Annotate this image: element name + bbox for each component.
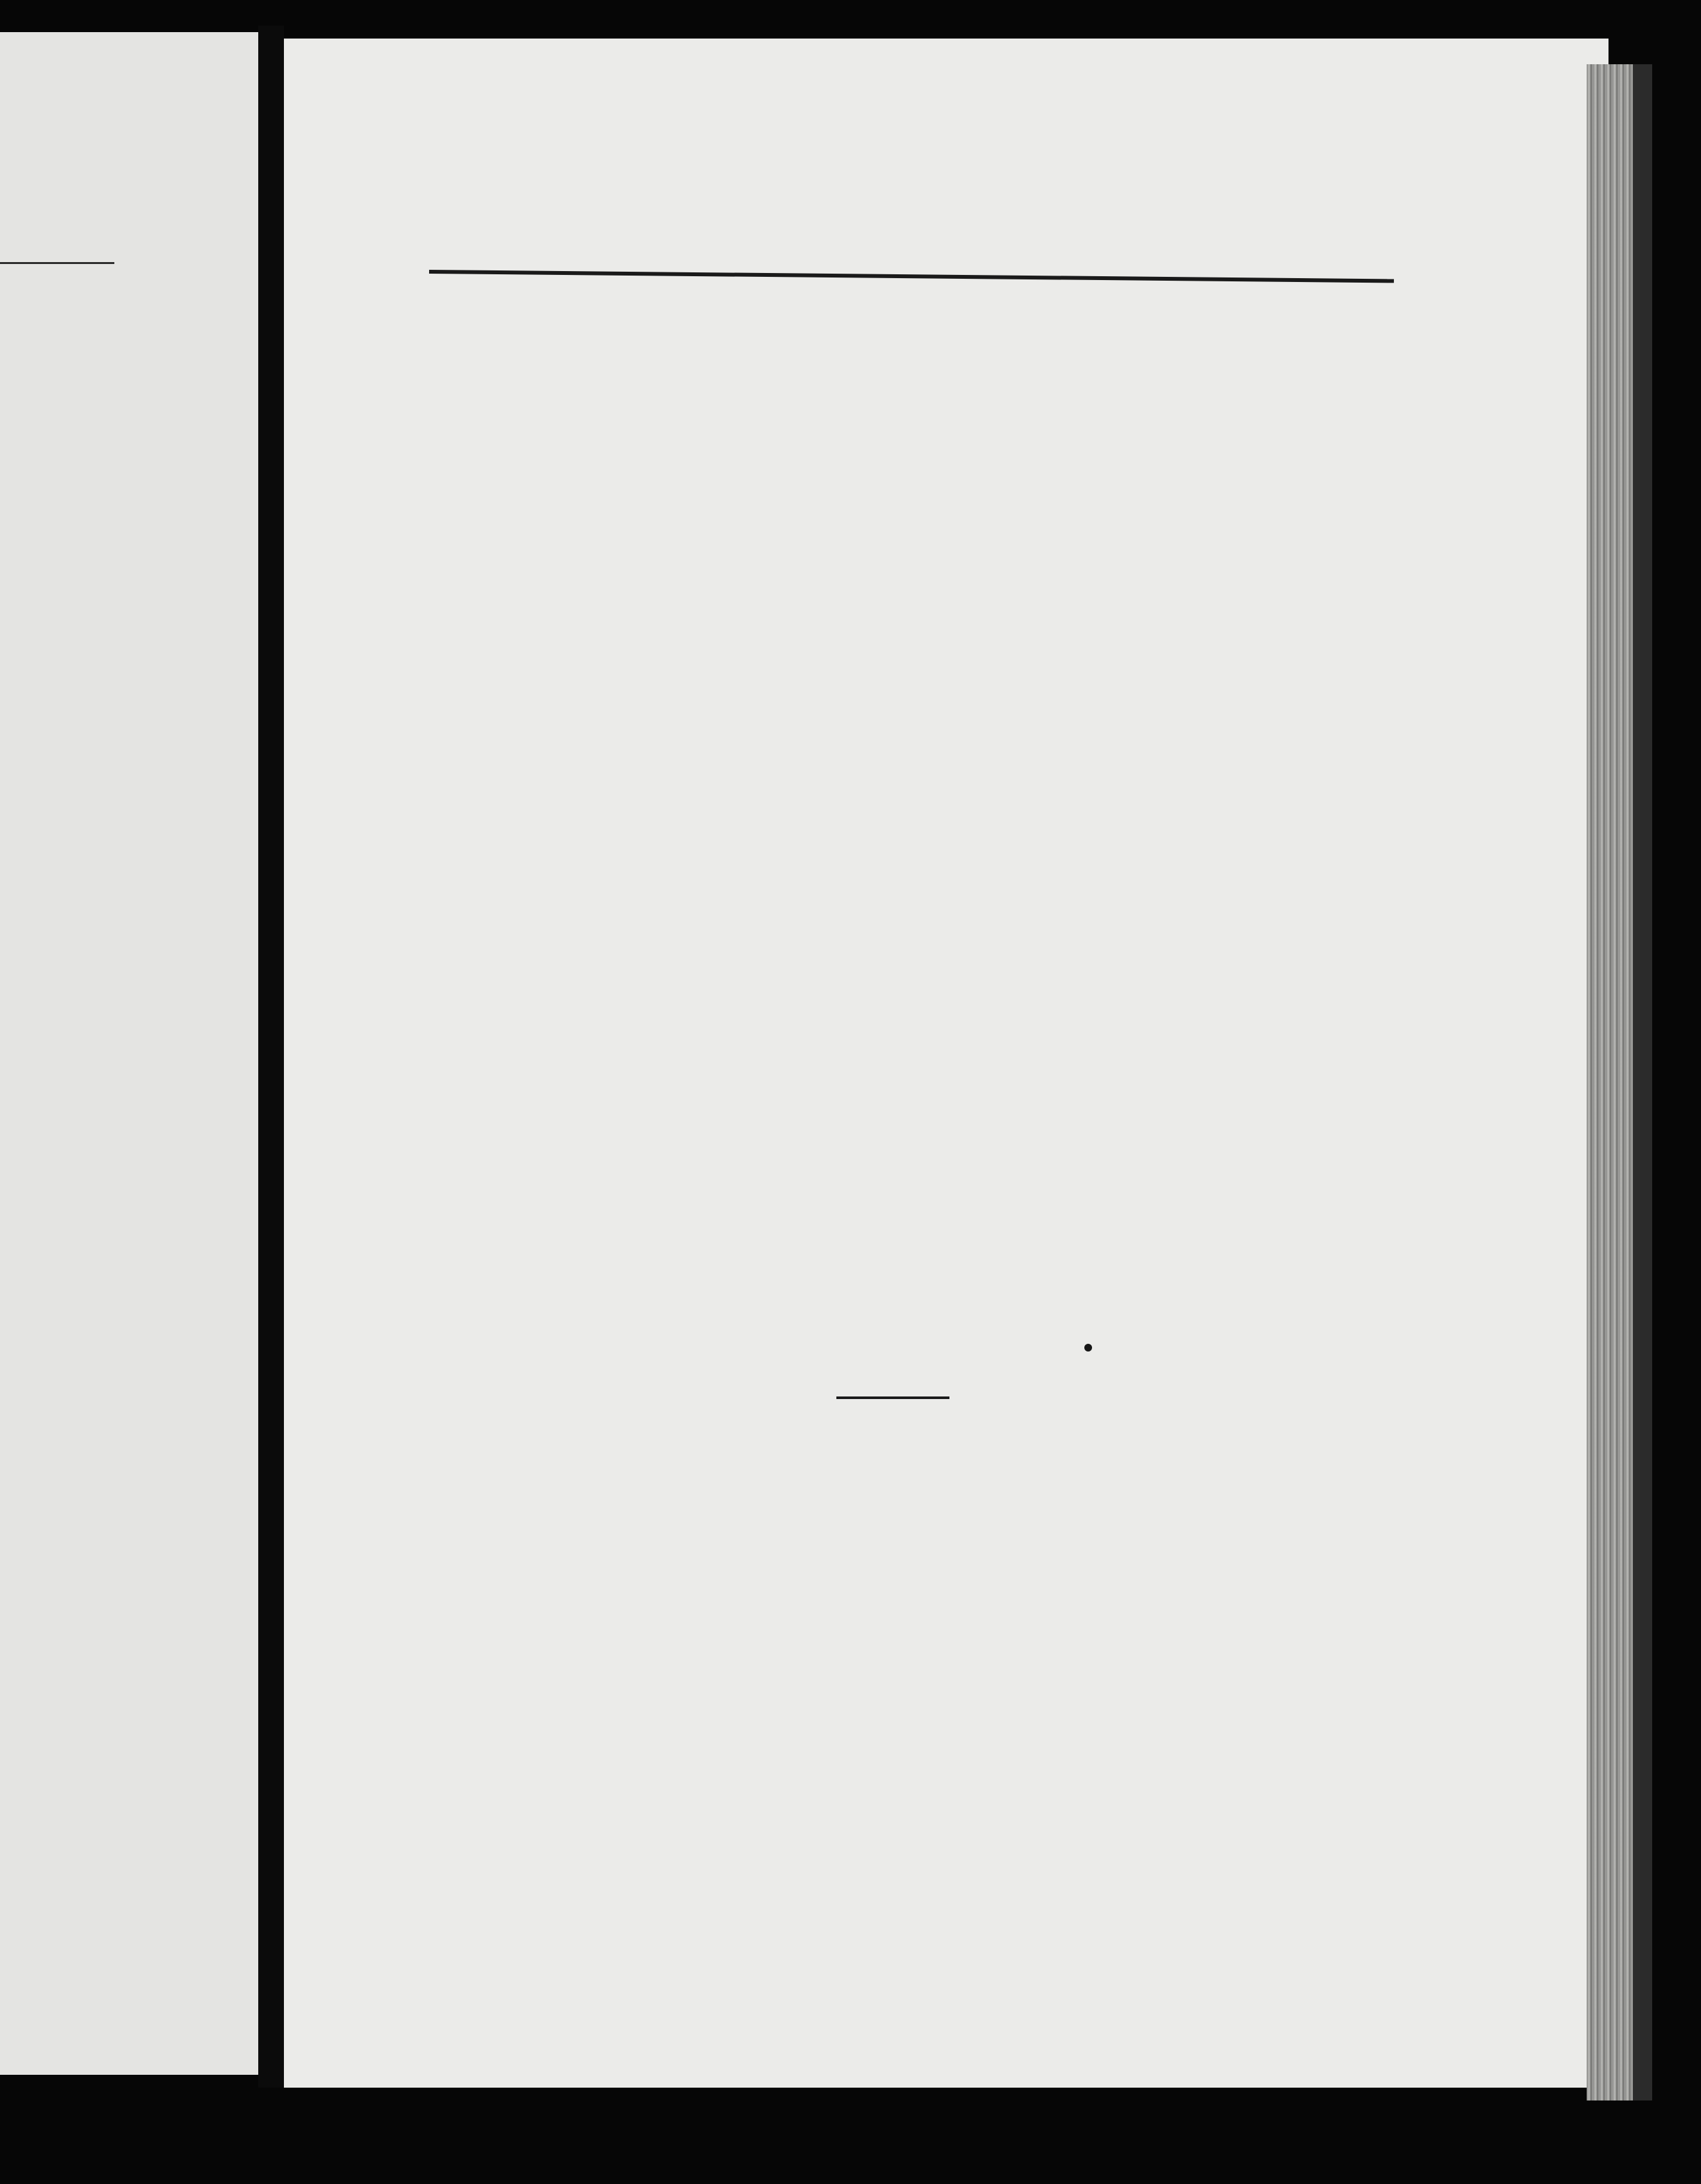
left-page (0, 32, 258, 2075)
left-page-rule (0, 262, 114, 264)
page-edge-shadow (1633, 64, 1652, 2100)
page-edge (1587, 64, 1633, 2100)
section-separator (836, 1396, 949, 1399)
right-page (284, 39, 1608, 2088)
ink-speck (1084, 1344, 1092, 1352)
book-gutter (258, 26, 284, 2088)
